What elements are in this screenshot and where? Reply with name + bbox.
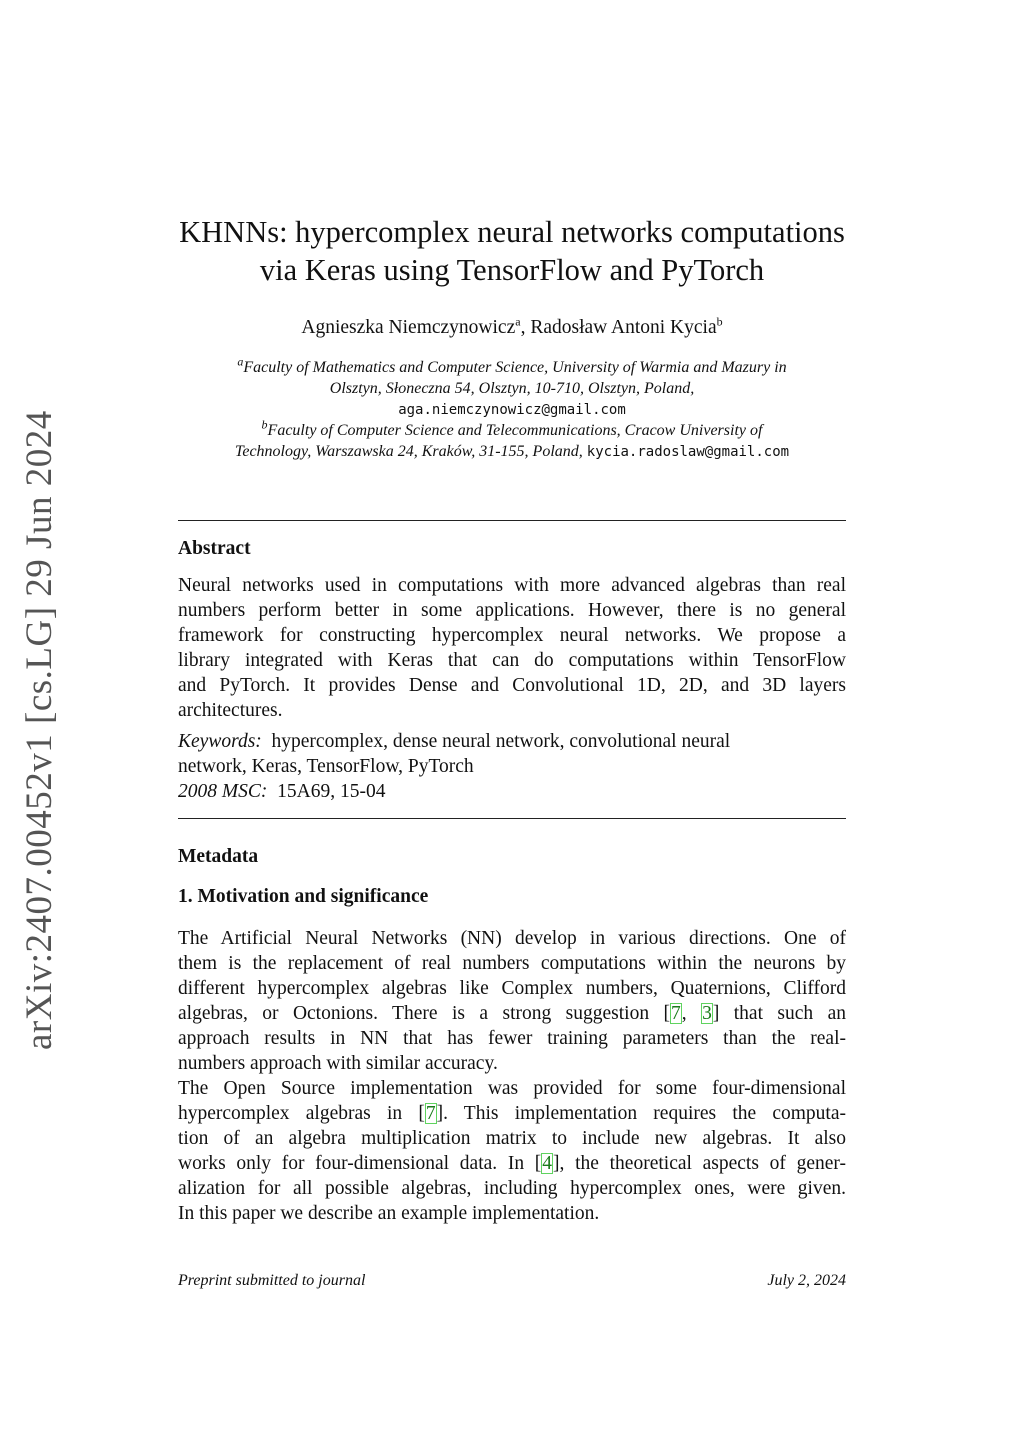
affiliation-a <box>178 354 846 421</box>
abstract-heading: Abstract <box>178 538 251 559</box>
author-1: Agnieszka Niemczynowicz <box>301 317 516 338</box>
keywords-line-2: network, Keras, TensorFlow, PyTorch <box>178 756 474 777</box>
abstract-top-rule <box>178 520 846 521</box>
abstract-line: numbers perform better in some applications. However, there is no general <box>178 600 846 621</box>
affiliation-b-line-2: Technology, Warszawska 24, Kraków, 31-155, Poland, <box>234 443 583 460</box>
footer-preprint-note: Preprint submitted to journal <box>178 1272 366 1289</box>
affiliation-b <box>178 417 846 463</box>
keywords-block <box>178 729 846 804</box>
title-line-2: via Keras using TensorFlow and PyTorch <box>259 253 765 287</box>
metadata-heading: Metadata <box>178 846 259 867</box>
arxiv-identifier-stamp: arXiv:2407.00452v1 [cs.LG] 29 Jun 2024 <box>19 410 60 1050</box>
author-list <box>178 314 846 339</box>
author-2: Radosław Antoni Kycia <box>530 317 717 338</box>
section-1-heading: 1. Motivation and significance <box>178 886 429 907</box>
body-text: ] that such an <box>712 1003 847 1024</box>
citation-link[interactable]: 3 <box>702 1003 712 1024</box>
citation-link[interactable]: 7 <box>425 1103 436 1124</box>
body-line <box>178 1151 846 1176</box>
abstract-line: architectures. <box>178 700 283 721</box>
body-text: algebras, or Octonions. There is a strong suggestion [ <box>178 1003 671 1024</box>
body-text: works only for four-dimensional data. In [ <box>178 1153 542 1174</box>
body-line <box>178 1001 846 1026</box>
body-line: In this paper we describe an example implementation. <box>178 1203 600 1224</box>
body-line: The Artificial Neural Networks (NN) develop in various directions. One of <box>178 928 846 949</box>
abstract-bottom-rule <box>178 818 846 819</box>
affiliation-a-line-2: Olsztyn, Słoneczna 54, Olsztyn, 10-710, Olsztyn, Poland, <box>329 380 695 397</box>
author-1-affiliation-mark: a <box>515 314 521 329</box>
body-line: approach results in NN that has fewer training parameters than the real- <box>178 1028 846 1049</box>
footer-date: July 2, 2024 <box>767 1272 846 1289</box>
body-text: ], the theoretical aspects of gener- <box>553 1153 846 1174</box>
body-line <box>178 1101 846 1126</box>
body-text: ]. This implementation requires the computa- <box>436 1103 847 1124</box>
body-text: hypercomplex algebras in [ <box>178 1103 425 1124</box>
body-line: The Open Source implementation was provided for some four-dimensional <box>178 1078 846 1099</box>
author-separator: , <box>520 317 531 338</box>
abstract-line: Neural networks used in computations with more advanced algebras than real <box>178 575 846 596</box>
body-text: , <box>681 1003 702 1024</box>
author-2-affiliation-mark: b <box>716 314 723 329</box>
body-line: different hypercomplex algebras like Complex numbers, Quaternions, Clifford <box>178 978 846 999</box>
affiliation-b-mark: b <box>261 417 268 432</box>
email-link-b[interactable]: kycia.radoslaw@gmail.com <box>586 444 790 460</box>
abstract-line: library integrated with Keras that can do computations within TensorFlow <box>178 650 846 671</box>
body-line: them is the replacement of real numbers computations within the neurons by <box>178 953 846 974</box>
abstract-line: and PyTorch. It provides Dense and Convolutional 1D, 2D, and 3D layers <box>178 675 846 696</box>
email-link-a[interactable]: aga.niemczynowicz@gmail.com <box>398 402 626 418</box>
citation-link[interactable]: 4 <box>542 1153 553 1174</box>
paper-title <box>178 213 846 289</box>
affiliation-a-mark: a <box>237 354 244 369</box>
abstract-body <box>178 573 846 723</box>
section-1-paragraph-1 <box>178 926 846 1076</box>
title-line-1: KHNNs: hypercomplex neural networks computations <box>179 215 845 249</box>
body-line: alization for all possible algebras, including hypercomplex ones, were given. <box>178 1178 846 1199</box>
affiliation-b-line-1: Faculty of Computer Science and Telecommunications, Cracow University of <box>267 422 763 439</box>
keywords-line-1: hypercomplex, dense neural network, convolutional neural <box>271 731 731 752</box>
body-line: tion of an algebra multiplication matrix to include new algebras. It also <box>178 1128 846 1149</box>
msc-value: 15A69, 15-04 <box>277 781 386 802</box>
section-1-paragraph-2 <box>178 1076 846 1226</box>
affiliation-a-line-1: Faculty of Mathematics and Computer Science, University of Warmia and Mazury in <box>243 359 787 376</box>
abstract-line: framework for constructing hypercomplex neural networks. We propose a <box>178 625 846 646</box>
keywords-label: Keywords: <box>178 731 262 752</box>
citation-link[interactable]: 7 <box>671 1003 681 1024</box>
msc-label: 2008 MSC: <box>178 781 268 802</box>
body-line: numbers approach with similar accuracy. <box>178 1053 498 1074</box>
